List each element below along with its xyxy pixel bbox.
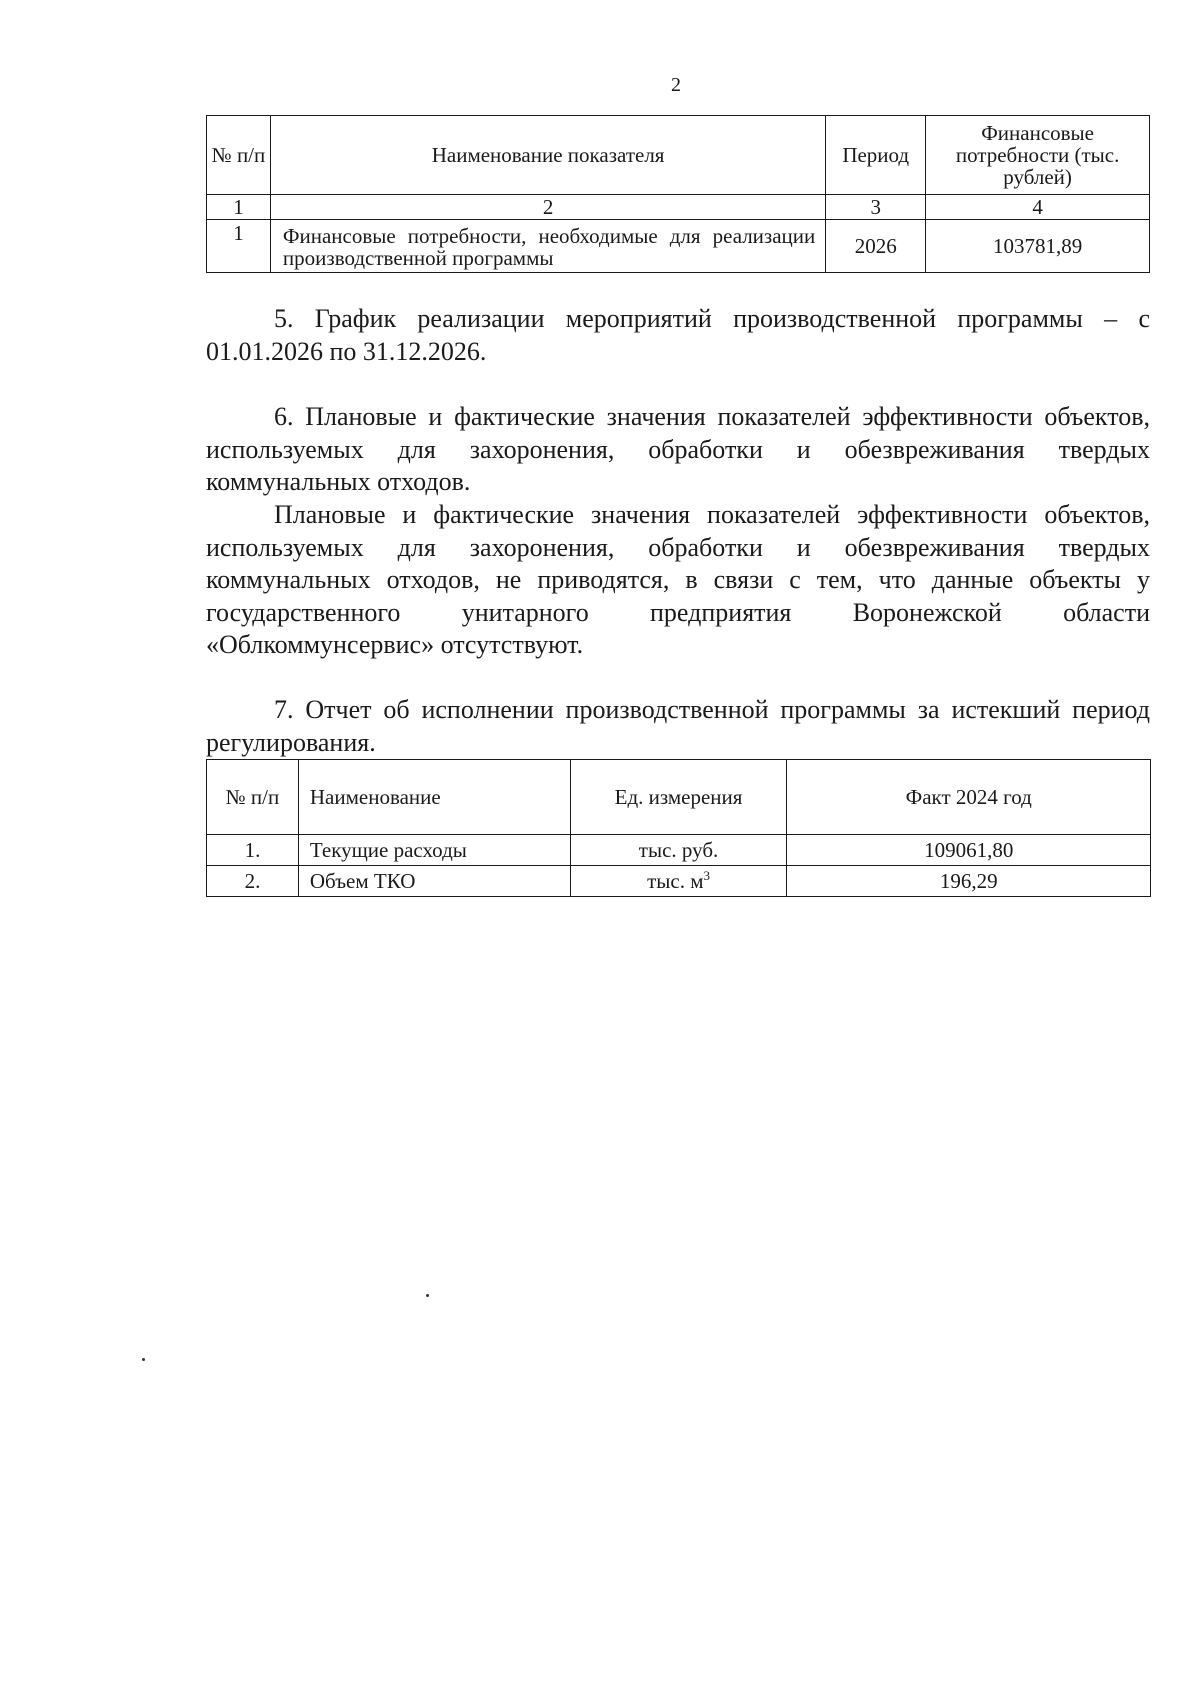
header-amount: Финансовые потребности (тыс. рублей) [926,116,1150,195]
row-num: 1 [207,220,271,273]
header-fact: Факт 2024 год [787,760,1151,835]
table-row [207,220,1150,273]
header-name: Наименование показателя [270,116,825,195]
header-num: № п/п [207,760,299,835]
scan-speck [142,1358,145,1361]
paragraph-report [206,694,1150,759]
row-name: Текущие расходы [298,835,570,866]
row-unit [570,866,787,897]
header-name: Наименование [298,760,570,835]
header-unit: Ед. измерения [570,760,787,835]
scan-speck [426,1294,429,1297]
row-unit: тыс. руб. [570,835,787,866]
row-fact: 196,29 [787,866,1151,897]
row-amount: 103781,89 [926,220,1150,273]
paragraph-schedule [206,303,1150,368]
paragraph-indicators [206,401,1150,499]
paragraph-text: 5. График реализации мероприятий производственной программы – с 01.01.2026 по 31.12.2026. [206,304,1150,366]
paragraph-text: 7. Отчет об исполнении производственной программы за истекший период регулирования. [206,695,1150,757]
paragraph-indicators-note [206,499,1150,662]
unit-base: тыс. м [647,869,704,893]
table-row [207,866,1151,897]
header-period: Период [826,116,926,195]
table-header-row [207,760,1151,835]
table-header-row [207,116,1150,195]
row-period: 2026 [826,220,926,273]
column-number: 4 [926,195,1150,220]
unit-superscript: 3 [703,868,710,883]
report-table [206,759,1151,897]
row-name: Финансовые потребности, необходимые для реализации производственной программы [270,220,825,273]
row-name: Объем ТКО [298,866,570,897]
column-number: 1 [207,195,271,220]
column-number: 3 [826,195,926,220]
row-num: 1. [207,835,299,866]
paragraph-text: Плановые и фактические значения показателей эффективности объектов, используемых для захоронения, обработки и обезвреживания твердых коммунальных отходов, не приводятся, в связи с тем, что данные объекты у государственного унитарного предприятия Воронежской области «Облкоммунсервис» отсутствуют. [206,500,1150,659]
page-number: 2 [671,74,681,96]
header-num: № п/п [207,116,271,195]
paragraph-text: 6. Плановые и фактические значения показателей эффективности объектов, используемых для захоронения, обработки и обезвреживания твердых коммунальных отходов. [206,402,1150,496]
row-num: 2. [207,866,299,897]
column-number: 2 [270,195,825,220]
column-number-row [207,195,1150,220]
table-row [207,835,1151,866]
financial-needs-table [206,115,1150,273]
row-fact: 109061,80 [787,835,1151,866]
